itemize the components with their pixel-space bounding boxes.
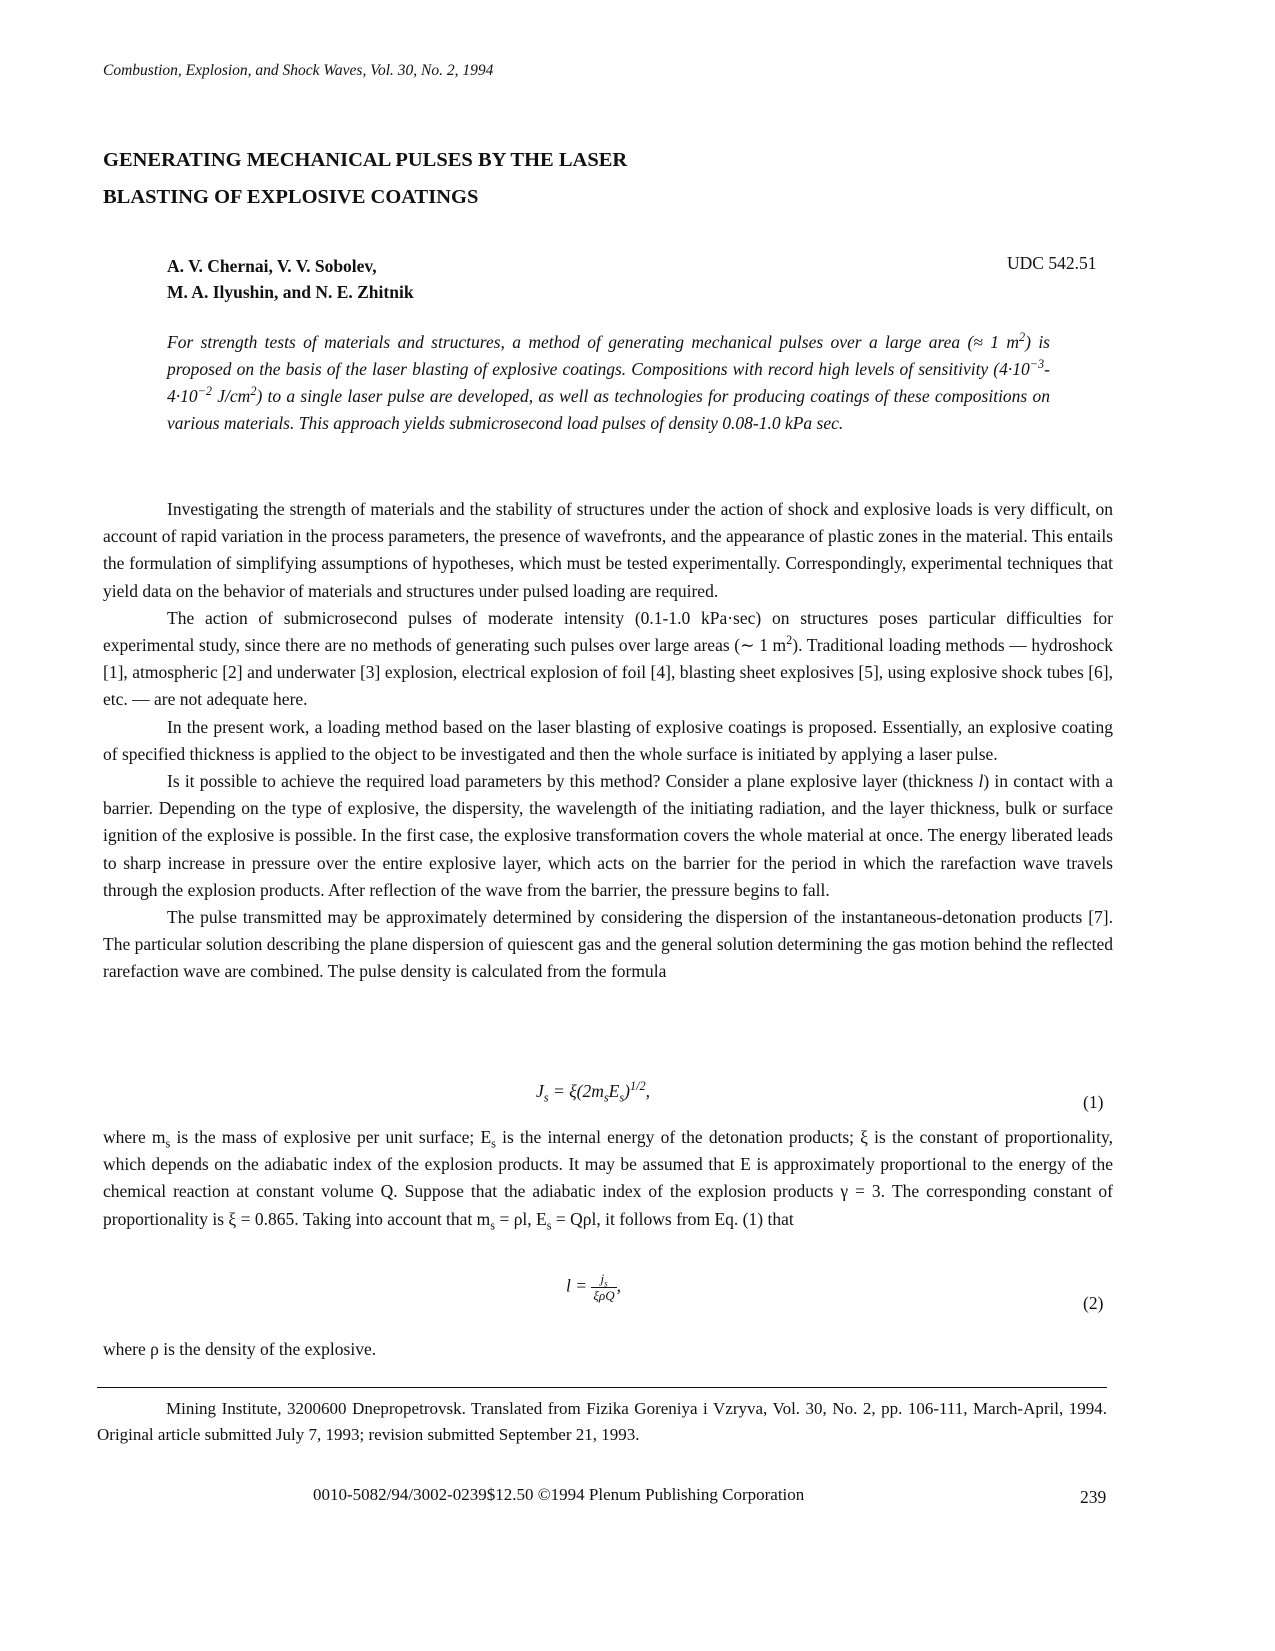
superscript: 1/2 — [629, 1079, 646, 1094]
fraction — [591, 1271, 616, 1304]
paragraph-part: where m — [103, 1127, 166, 1147]
author-list — [167, 253, 414, 305]
body-text — [103, 496, 1113, 986]
title-line-1: GENERATING MECHANICAL PULSES BY THE LASER — [103, 149, 628, 171]
footnote-text: Mining Institute, 3200600 Dnepropetrovsk. Translated from Fizika Goreniya i Vzryva, Vol. 30, No. 2, pp. 106-111, March-April, 1994. Original article submitted July 7, 1993; revision submitted September 21, 1993. — [97, 1399, 1107, 1444]
abstract-part: ) to a single laser pulse are developed, as well as technologies for producing coatings of these compositions on various materials. This approach yields submicrosecond load pulses of density 0.08-1.0 kPa sec. — [167, 386, 1050, 433]
subscript: s — [490, 1218, 496, 1233]
abstract-part: For strength tests of materials and structures, a method of generating mechanical pulses over a large area (≈ 1 m — [167, 332, 1020, 352]
body-text-final — [103, 1336, 1113, 1363]
page-number: 239 — [1080, 1487, 1107, 1507]
paragraph-part: Is it possible to achieve the required load parameters by this method? Consider a plane explosive layer (thickness — [167, 771, 979, 792]
subscript: s — [543, 1090, 549, 1105]
title-line-2: BLASTING OF EXPLOSIVE COATINGS — [103, 186, 479, 208]
authors-line-2: M. A. Ilyushin, and N. E. Zhitnik — [167, 282, 414, 302]
abstract — [167, 329, 1050, 437]
fraction-numerator — [591, 1271, 616, 1288]
footnote-divider — [97, 1387, 1107, 1388]
udc-code: UDC 542.51 — [1007, 253, 1097, 273]
footnote — [97, 1396, 1107, 1448]
authors-line-1: A. V. Chernai, V. V. Sobolev, — [167, 256, 377, 276]
superscript: 2 — [1019, 330, 1026, 345]
superscript: −3 — [1029, 357, 1045, 372]
eq-symbol: , — [645, 1081, 650, 1101]
paragraph-3: In the present work, a loading method based on the laser blasting of explosive coatings is proposed. Essentially, an explosive coating of specified thickness is applied to the object to be investigated and then the whole surface is initiated by applying a laser pulse. — [103, 716, 1113, 764]
subscript: s — [491, 1136, 496, 1151]
abstract-part: J/cm — [212, 386, 251, 406]
eq-symbol: j — [600, 1271, 605, 1286]
eq-symbol: l = — [566, 1275, 588, 1296]
abstract-part: -4·10 — [167, 359, 1050, 406]
paragraph-part: is the mass of explosive per unit surface; E — [170, 1127, 492, 1147]
equation-number-1: (1) — [1083, 1092, 1104, 1112]
paragraph-5: The pulse transmitted may be approximately determined by considering the dispersion of the instantaneous-detonation products [7]. The particular solution describing the plane dispersion of quiescent gas and the general solution determining the gas motion behind the reflected rarefaction wave are combined. The pulse density is calculated from the formula — [103, 907, 1113, 982]
subscript: s — [603, 1090, 609, 1105]
body-text-continued — [103, 1124, 1113, 1233]
equation-number-2: (2) — [1083, 1293, 1104, 1313]
copyright-line: 0010-5082/94/3002-0239$12.50 ©1994 Plenum Publishing Corporation — [313, 1485, 805, 1504]
eq-symbol: E — [608, 1081, 620, 1101]
abstract-part: ) is proposed on the basis of the laser blasting of explosive coatings. Compositions with record high levels of sensitivity (4·10 — [167, 332, 1050, 379]
superscript: 2 — [250, 384, 257, 399]
paragraph-6 — [103, 1124, 1113, 1233]
journal-citation: Combustion, Explosion, and Shock Waves, Vol. 30, No. 2, 1994 — [103, 62, 494, 79]
fraction-denominator: ξρQ — [593, 1288, 615, 1303]
paragraph-part: ). Traditional loading methods — hydroshock [1], atmospheric [2] and underwater [3] explosion, electrical explosion of foil [4], blasting sheet explosives [5], using explosive shock tubes [6], etc. — are not adequate here. — [103, 635, 1113, 710]
paragraph-part: The action of submicrosecond pulses of moderate intensity (0.1-1.0 kPa·sec) on structures poses particular difficulties for experimental study, since there are no methods of generating such pulses over large areas (∼ 1 m — [103, 607, 1113, 656]
symbol-l: l — [978, 771, 984, 792]
paragraph-part: ) in contact with a barrier. Depending on the type of explosive, the dispersity, the wavelength of the initiating radiation, and the layer thickness, bulk or surface ignition of the explosive is possible. In the first case, the explosive transformation covers the whole material at once. The energy liberated leads to sharp increase in pressure over the entire explosive layer, which acts on the barrier for the period in which the rarefaction wave travels through the explosion products. After reflection of the wave from the barrier, the pressure begins to fall. — [103, 771, 1113, 900]
eq-symbol: J — [536, 1081, 544, 1101]
subscript: s — [165, 1136, 171, 1151]
paragraph-part: = Qρl, it follows from Eq. (1) that — [551, 1208, 794, 1229]
paragraph-part: = ρl, E — [495, 1208, 547, 1229]
equation-2 — [566, 1271, 621, 1304]
eq-symbol: = ξ(2m — [548, 1081, 604, 1101]
eq-symbol: , — [616, 1275, 621, 1296]
superscript: −2 — [197, 384, 213, 399]
subscript: s — [619, 1090, 625, 1105]
paragraph-2 — [103, 605, 1113, 714]
equation-1 — [536, 1079, 650, 1105]
paragraph-part: is the internal energy of the detonation products; ξ is the constant of proportionality, which depends on the adiabatic index of the explosion products. It may be assumed that E is approximately proportional to the energy of the chemical reaction at constant volume Q. Suppose that the adiabatic index of the explosion products γ = 3. The corresponding constant of proportionality is ξ = 0.865. Taking into account that m — [103, 1127, 1113, 1229]
eq-symbol: ) — [624, 1081, 630, 1101]
paragraph-1: Investigating the strength of materials and the stability of structures under the action of shock and explosive loads is very difficult, on account of rapid variation in the process parameters, the presence of wavefronts, and the appearance of plastic zones in the material. This entails the formulation of simplifying assumptions of hypotheses, which must be tested experimentally. Correspondingly, experimental techniques that yield data on the behavior of materials and structures under pulsed loading are required. — [103, 499, 1113, 601]
subscript: s — [604, 1278, 608, 1289]
paragraph-4 — [103, 768, 1113, 904]
subscript: s — [546, 1218, 552, 1233]
paragraph-7: where ρ is the density of the explosive. — [103, 1339, 377, 1359]
superscript: 2 — [786, 633, 793, 648]
abstract-text — [167, 329, 1050, 437]
article-title — [103, 142, 903, 216]
